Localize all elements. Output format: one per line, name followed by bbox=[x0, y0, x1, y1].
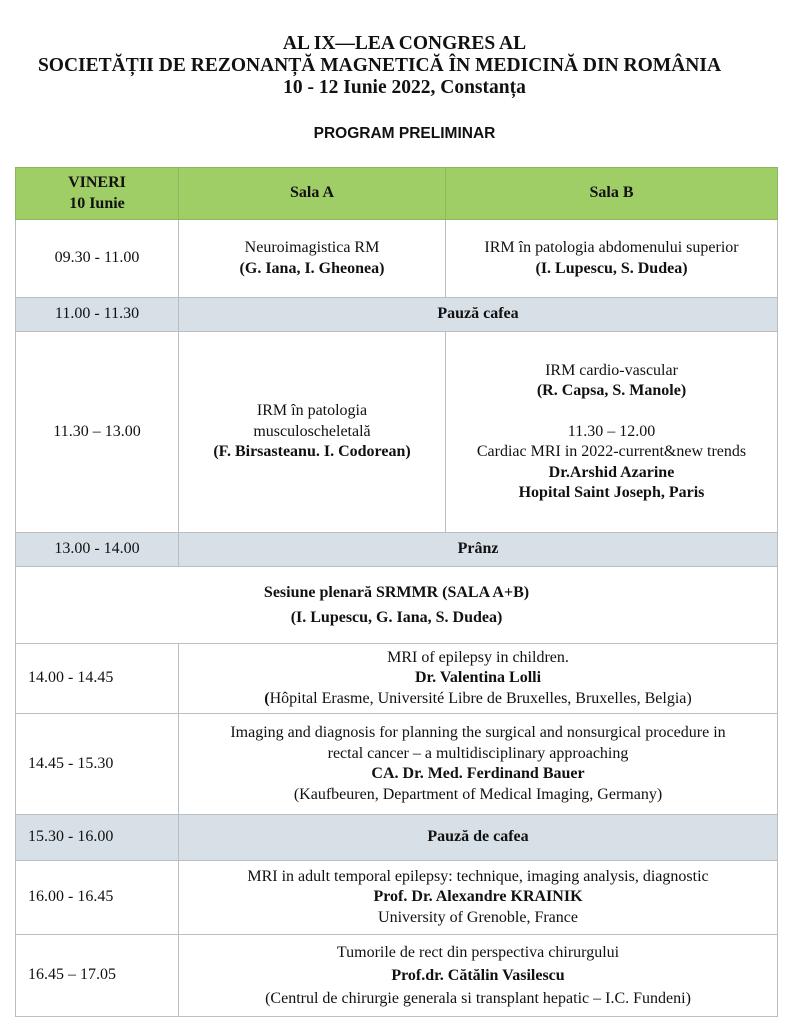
break-row bbox=[16, 298, 778, 332]
talk-title: MRI in adult temporal epilepsy: technique, imaging analysis, diagnostic bbox=[247, 867, 709, 885]
session-cell-b bbox=[446, 220, 778, 298]
session-chairs: (R. Capsa, S. Manole) bbox=[536, 382, 687, 399]
talk-affiliation bbox=[183, 689, 773, 710]
congress-title bbox=[0, 33, 809, 99]
talk-affiliation: (Kaufbeuren, Department of Medical Imaging, Germany) bbox=[293, 785, 663, 803]
program-table bbox=[15, 167, 778, 1017]
session-title-cont: musculoscheletală bbox=[253, 422, 371, 440]
table-header-row bbox=[16, 168, 778, 220]
affiliation-text: Hôpital Erasme, Université Libre de Bruxelles, Bruxelles, Belgia) bbox=[269, 689, 692, 707]
table-row bbox=[16, 714, 778, 815]
time-cell: 09.30 - 11.00 bbox=[16, 220, 179, 298]
title-line-1: AL IX—LEA CONGRES AL bbox=[282, 33, 527, 54]
session-cell-a bbox=[179, 332, 446, 533]
table-row bbox=[16, 220, 778, 298]
day-header bbox=[16, 168, 179, 220]
break-label: Pauză de cafea bbox=[179, 815, 778, 861]
affiliation-open-paren: ( bbox=[264, 689, 270, 707]
talk-title: Imaging and diagnosis for planning the surgical and nonsurgical procedure in bbox=[230, 724, 726, 741]
talk-speaker: Prof.dr. Cătălin Vasilescu bbox=[391, 967, 565, 984]
session-chairs: (F. Birsasteanu. I. Codorean) bbox=[213, 443, 411, 461]
time-cell: 14.00 - 14.45 bbox=[16, 644, 179, 714]
time-cell: 14.45 - 15.30 bbox=[16, 714, 179, 815]
time-cell: 16.45 – 17.05 bbox=[16, 935, 179, 1017]
session-title: IRM cardio-vascular bbox=[545, 361, 678, 379]
day-name: VINERI bbox=[68, 174, 126, 191]
break-label: Pauză cafea bbox=[179, 298, 778, 332]
session-chairs: (G. Iana, I. Gheonea) bbox=[239, 259, 385, 277]
program-subtitle: PROGRAM PRELIMINAR bbox=[313, 125, 496, 142]
talk-cell bbox=[179, 861, 778, 935]
talk-title: Tumorile de rect din perspectiva chirurgului bbox=[336, 944, 620, 961]
table-row bbox=[16, 644, 778, 714]
talk-cell bbox=[179, 714, 778, 815]
talk-speaker: Dr.Arshid Azarine bbox=[548, 463, 675, 481]
talk-speaker: CA. Dr. Med. Ferdinand Bauer bbox=[371, 765, 585, 782]
break-row bbox=[16, 533, 778, 567]
time-cell: 13.00 - 14.00 bbox=[16, 533, 179, 567]
session-cell-b bbox=[446, 332, 778, 533]
day-date: 10 Iunie bbox=[69, 194, 125, 212]
break-row bbox=[16, 815, 778, 861]
talk-title-cont: rectal cancer – a multidisciplinary approaching bbox=[327, 744, 629, 762]
title-dates-location: 10 - 12 Iunie 2022, Constanța bbox=[283, 77, 526, 98]
session-title: IRM în patologia bbox=[256, 402, 368, 420]
sala-a-header: Sala A bbox=[179, 168, 446, 220]
plenary-cell bbox=[16, 567, 778, 644]
talk-affiliation: Hopital Saint Joseph, Paris bbox=[518, 484, 705, 501]
session-chairs: (I. Lupescu, S. Dudea) bbox=[535, 259, 688, 277]
time-cell: 15.30 - 16.00 bbox=[16, 815, 179, 861]
talk-speaker: Dr. Valentina Lolli bbox=[414, 669, 542, 687]
time-cell: 16.00 - 16.45 bbox=[16, 861, 179, 935]
talk-affiliation: (Centrul de chirurgie generala si transplant hepatic – I.C. Fundeni) bbox=[265, 990, 691, 1007]
plenary-chairs: (I. Lupescu, G. Iana, S. Dudea) bbox=[290, 609, 503, 626]
break-label: Prânz bbox=[179, 533, 778, 567]
table-row bbox=[16, 861, 778, 935]
talk-title: MRI of epilepsy in children. bbox=[387, 648, 569, 666]
talk-speaker: Prof. Dr. Alexandre KRAINIK bbox=[373, 888, 583, 906]
session-cell-a bbox=[179, 220, 446, 298]
talk-cell bbox=[179, 935, 778, 1017]
plenary-row bbox=[16, 567, 778, 644]
session-title: IRM în patologia abdomenului superior bbox=[484, 239, 739, 256]
talk-cell bbox=[179, 644, 778, 714]
title-line-2: SOCIETĂȚII DE REZONANȚĂ MAGNETICĂ ÎN MEDICINĂ DIN ROMÂNIA bbox=[37, 55, 722, 76]
session-title: Neuroimagistica RM bbox=[244, 239, 380, 256]
sala-b-header: Sala B bbox=[446, 168, 778, 220]
talk-time: 11.30 – 12.00 bbox=[567, 422, 656, 440]
table-row bbox=[16, 935, 778, 1017]
table-row bbox=[16, 332, 778, 533]
time-cell: 11.30 – 13.00 bbox=[16, 332, 179, 533]
talk-affiliation: University of Grenoble, France bbox=[378, 908, 578, 926]
talk-title: Cardiac MRI in 2022-current&new trends bbox=[476, 443, 747, 460]
time-cell: 11.00 - 11.30 bbox=[16, 298, 179, 332]
plenary-title: Sesiune plenară SRMMR (SALA A+B) bbox=[263, 584, 530, 601]
